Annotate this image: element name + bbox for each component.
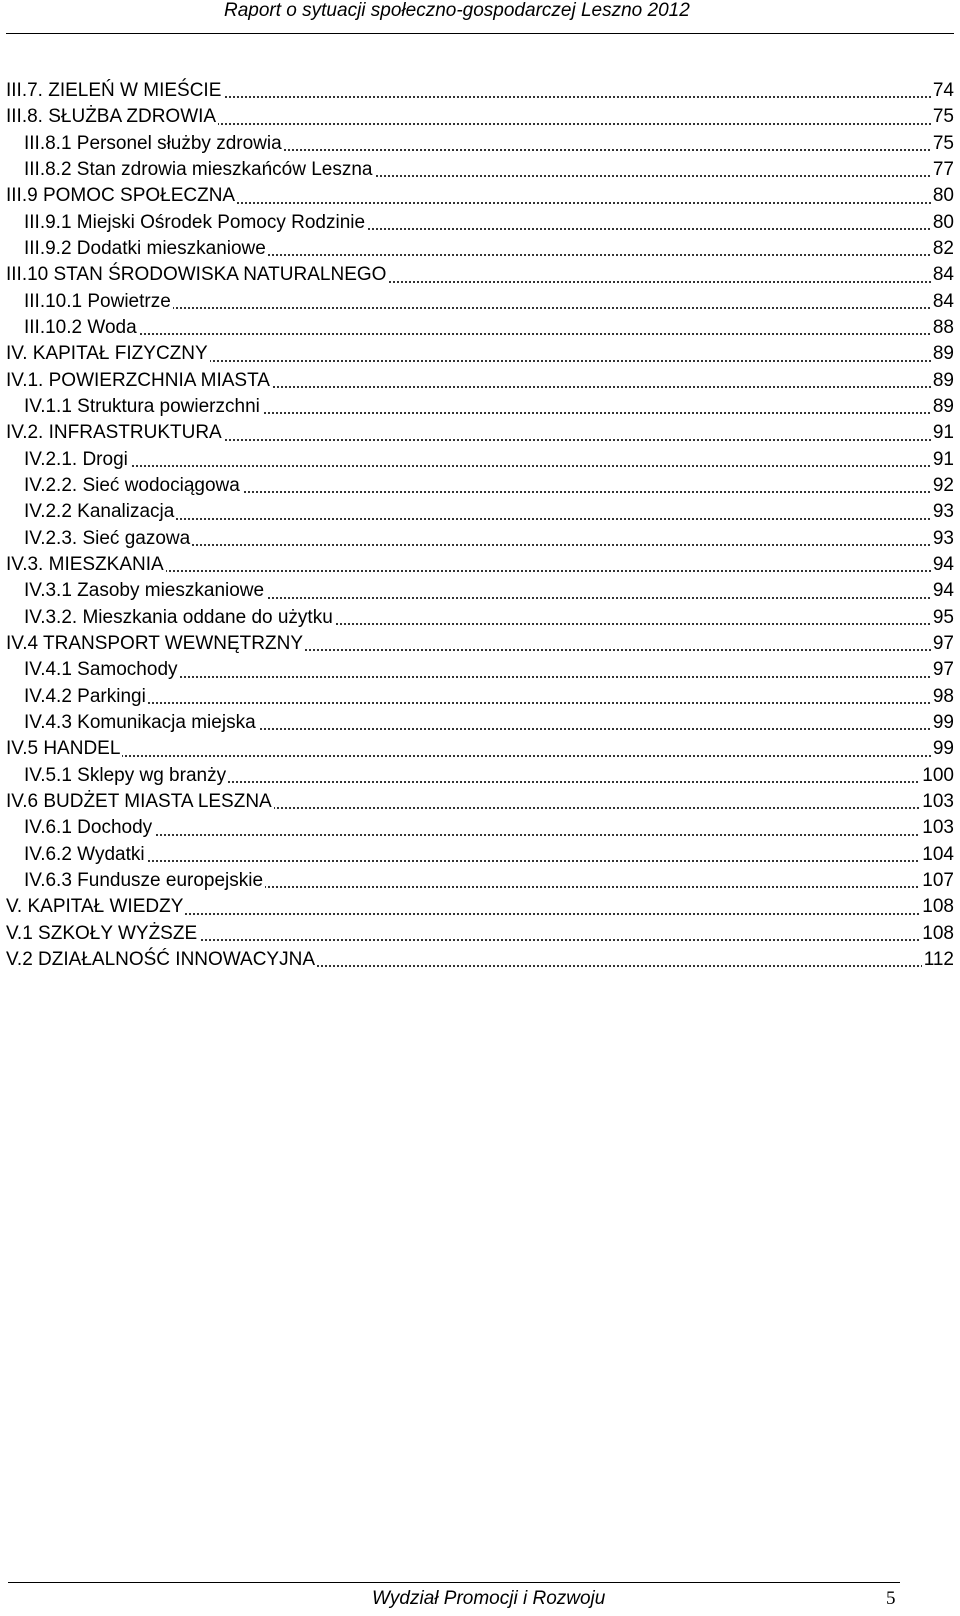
header-divider <box>6 33 954 34</box>
toc-entry[interactable] <box>6 236 954 262</box>
toc-entry-page: 75 <box>931 131 954 157</box>
toc-leader-dots <box>24 333 954 335</box>
toc-entry[interactable] <box>6 921 954 947</box>
toc-entry-label: IV.3.1 Zasoby mieszkaniowe <box>24 578 266 604</box>
toc-entry-label: V.2 DZIAŁALNOŚĆ INNOWACYJNA <box>6 947 317 973</box>
toc-entry[interactable] <box>6 947 954 973</box>
toc-entry-label: IV.2. INFRASTRUKTURA <box>6 420 224 446</box>
toc-entry-label: IV.6.1 Dochody <box>24 815 154 841</box>
toc-entry[interactable] <box>6 262 954 288</box>
toc-entry-page: 91 <box>931 447 954 473</box>
toc-entry-label: III.10.1 Powietrze <box>24 289 173 315</box>
toc-entry-label: IV.4 TRANSPORT WEWNĘTRZNY <box>6 631 305 657</box>
toc-entry[interactable] <box>6 210 954 236</box>
toc-entry[interactable] <box>6 499 954 525</box>
toc-entry[interactable] <box>6 104 954 130</box>
toc-entry-label: IV.2.3. Sieć gazowa <box>24 526 192 552</box>
toc-entry-label: III.9.2 Dodatki mieszkaniowe <box>24 236 268 262</box>
toc-entry-page: 89 <box>931 341 954 367</box>
toc-entry[interactable] <box>6 368 954 394</box>
toc-entry-page: 80 <box>931 210 954 236</box>
toc-entry-label: IV.6.3 Fundusze europejskie <box>24 868 265 894</box>
toc-entry[interactable] <box>6 183 954 209</box>
toc-entry[interactable] <box>6 447 954 473</box>
toc-entry[interactable] <box>6 868 954 894</box>
toc-entry-label: IV.4.2 Parkingi <box>24 684 148 710</box>
table-of-contents <box>6 78 954 973</box>
toc-entry[interactable] <box>6 289 954 315</box>
toc-entry-label: IV.5 HANDEL <box>6 736 122 762</box>
toc-entry[interactable] <box>6 552 954 578</box>
toc-entry-page: 82 <box>931 236 954 262</box>
page-footer <box>0 1578 960 1616</box>
toc-entry-page: 75 <box>931 104 954 130</box>
toc-entry-page: 74 <box>931 78 954 104</box>
toc-entry-page: 77 <box>931 157 954 183</box>
toc-entry[interactable] <box>6 473 954 499</box>
toc-entry-page: 107 <box>920 868 954 894</box>
toc-entry-label: V. KAPITAŁ WIEDZY <box>6 894 185 920</box>
toc-entry-page: 93 <box>931 499 954 525</box>
toc-entry[interactable] <box>6 157 954 183</box>
toc-entry-page: 99 <box>931 736 954 762</box>
toc-entry[interactable] <box>6 315 954 341</box>
toc-leader-dots <box>24 702 954 704</box>
toc-entry-page: 92 <box>931 473 954 499</box>
toc-entry[interactable] <box>6 341 954 367</box>
toc-entry[interactable] <box>6 736 954 762</box>
toc-entry-page: 103 <box>920 789 954 815</box>
toc-entry[interactable] <box>6 657 954 683</box>
toc-entry-page: 108 <box>920 921 954 947</box>
toc-entry-label: IV.6 BUDŻET MIASTA LESZNA <box>6 789 274 815</box>
footer-department: Wydział Promocji i Rozwoju <box>372 1588 606 1609</box>
toc-entry-label: IV.3. MIESZKANIA <box>6 552 166 578</box>
toc-entry-page: 103 <box>920 815 954 841</box>
toc-entry-page: 112 <box>922 947 954 973</box>
toc-entry-page: 88 <box>931 315 954 341</box>
toc-entry-page: 100 <box>920 763 954 789</box>
toc-entry-label: IV.1. POWIERZCHNIA MIASTA <box>6 368 272 394</box>
toc-entry-label: III.8.2 Stan zdrowia mieszkańców Leszna <box>24 157 375 183</box>
toc-entry-page: 89 <box>931 368 954 394</box>
toc-entry-label: IV.2.1. Drogi <box>24 447 130 473</box>
toc-entry-label: IV.1.1 Struktura powierzchni <box>24 394 262 420</box>
toc-entry-label: III.9.1 Miejski Ośrodek Pomocy Rodzinie <box>24 210 367 236</box>
toc-entry[interactable] <box>6 131 954 157</box>
toc-entry-page: 98 <box>931 684 954 710</box>
toc-entry-label: III.10.2 Woda <box>24 315 139 341</box>
toc-entry-label: IV. KAPITAŁ FIZYCZNY <box>6 341 210 367</box>
toc-entry-page: 97 <box>931 631 954 657</box>
toc-leader-dots <box>24 834 954 836</box>
toc-entry-label: III.8. SŁUŻBA ZDROWIA <box>6 104 218 130</box>
toc-entry-page: 97 <box>931 657 954 683</box>
toc-entry[interactable] <box>6 78 954 104</box>
toc-entry[interactable] <box>6 842 954 868</box>
toc-entry-page: 84 <box>931 262 954 288</box>
toc-entry-page: 95 <box>931 605 954 631</box>
toc-entry[interactable] <box>6 420 954 446</box>
toc-entry[interactable] <box>6 815 954 841</box>
toc-entry-label: III.9 POMOC SPOŁECZNA <box>6 183 237 209</box>
toc-entry[interactable] <box>6 578 954 604</box>
footer-divider <box>8 1582 900 1583</box>
toc-entry-page: 84 <box>931 289 954 315</box>
page-number: 5 <box>886 1588 896 1609</box>
toc-entry[interactable] <box>6 631 954 657</box>
toc-leader-dots <box>24 860 954 862</box>
toc-entry-label: IV.2.2. Sieć wodociągowa <box>24 473 242 499</box>
page-header <box>0 0 960 36</box>
toc-entry[interactable] <box>6 763 954 789</box>
toc-leader-dots <box>24 465 954 467</box>
toc-entry-label: IV.3.2. Mieszkania oddane do użytku <box>24 605 335 631</box>
toc-entry-label: V.1 SZKOŁY WYŻSZE <box>6 921 199 947</box>
toc-entry-label: III.7. ZIELEŃ W MIEŚCIE <box>6 78 223 104</box>
toc-entry-label: IV.5.1 Sklepy wg branży <box>24 763 228 789</box>
toc-entry-page: 99 <box>931 710 954 736</box>
toc-entry-label: IV.4.3 Komunikacja miejska <box>24 710 258 736</box>
toc-entry-label: III.8.1 Personel służby zdrowia <box>24 131 284 157</box>
toc-entry-page: 93 <box>931 526 954 552</box>
toc-entry-label: IV.6.2 Wydatki <box>24 842 147 868</box>
toc-entry-page: 89 <box>931 394 954 420</box>
toc-entry-label: IV.4.1 Samochody <box>24 657 180 683</box>
toc-entry[interactable] <box>6 710 954 736</box>
toc-entry[interactable] <box>6 894 954 920</box>
toc-entry[interactable] <box>6 684 954 710</box>
toc-entry-page: 91 <box>931 420 954 446</box>
toc-entry-label: III.10 STAN ŚRODOWISKA NATURALNEGO <box>6 262 388 288</box>
toc-entry-page: 80 <box>931 183 954 209</box>
toc-entry-page: 94 <box>931 578 954 604</box>
toc-entry-label: IV.2.2 Kanalizacja <box>24 499 176 525</box>
toc-leader-dots <box>6 755 954 757</box>
toc-entry[interactable] <box>6 526 954 552</box>
toc-entry-page: 104 <box>920 842 954 868</box>
toc-entry-page: 108 <box>920 894 954 920</box>
toc-entry[interactable] <box>6 789 954 815</box>
toc-entry-page: 94 <box>931 552 954 578</box>
toc-entry[interactable] <box>6 394 954 420</box>
report-title: Raport o sytuacji społeczno-gospodarczej Leszno 2012 <box>224 0 690 21</box>
toc-entry[interactable] <box>6 605 954 631</box>
